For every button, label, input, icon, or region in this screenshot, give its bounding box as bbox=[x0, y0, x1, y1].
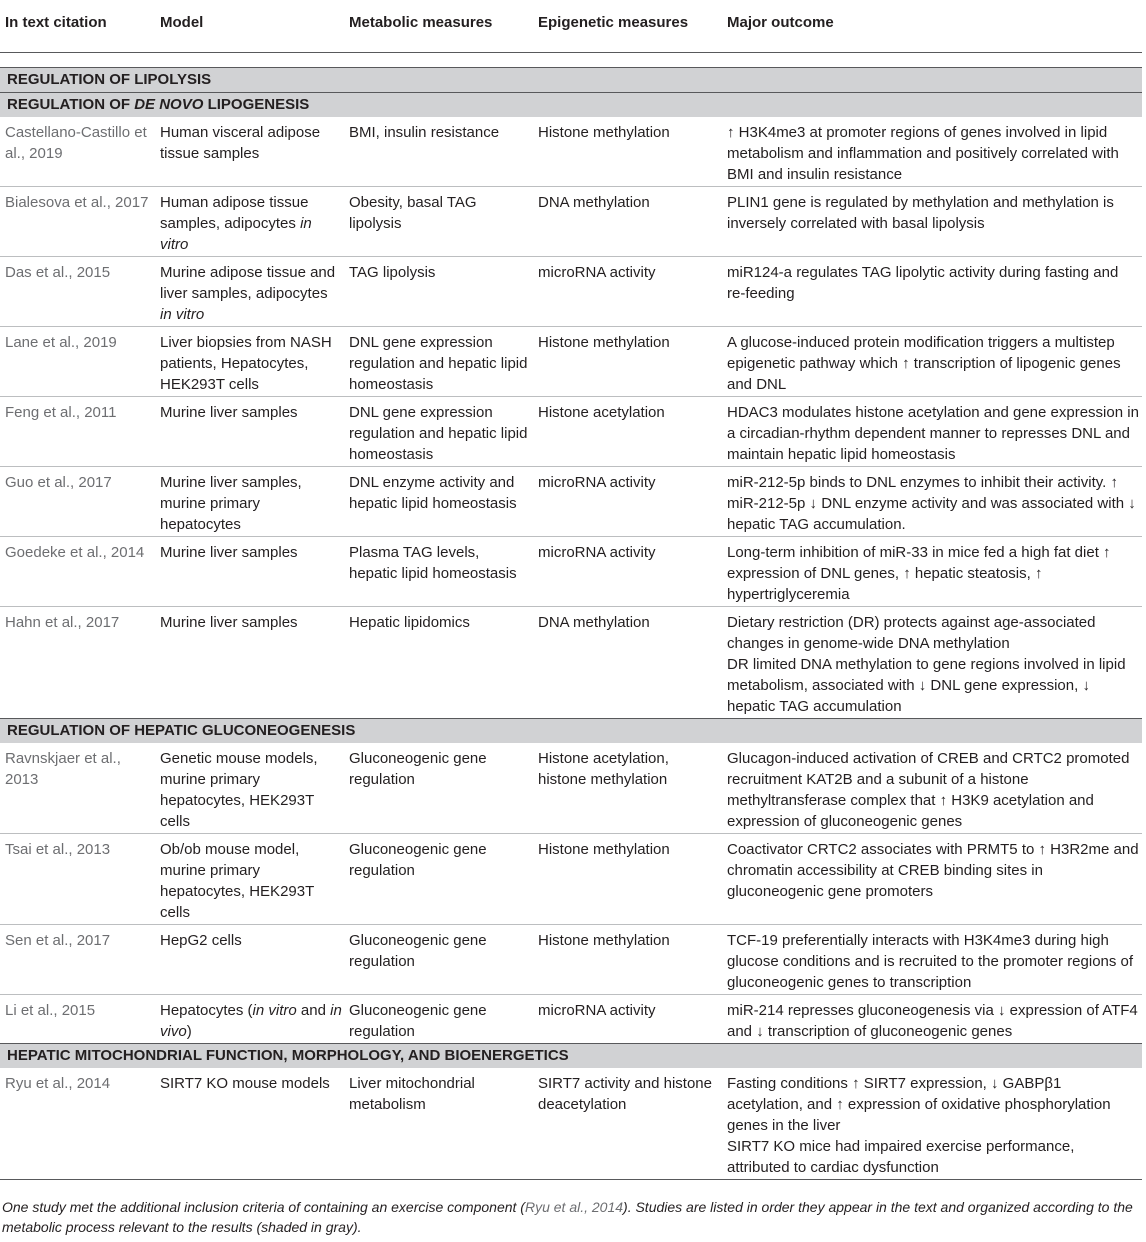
epigenetic-cell: Histone methylation bbox=[533, 834, 722, 925]
metabolic-cell: Obesity, basal TAG lipolysis bbox=[344, 187, 533, 257]
outcome-cell bbox=[722, 1068, 1142, 1180]
header-model: Model bbox=[155, 0, 344, 53]
table-footnote bbox=[2, 1197, 1142, 1237]
table-spacer bbox=[0, 53, 1142, 68]
citation-cell: Sen et al., 2017 bbox=[0, 925, 155, 995]
outcome-line-1: Dietary restriction (DR) protects against age-associated changes in genome-wide DNA methylation bbox=[727, 614, 1096, 652]
section-title-gluconeogenesis: REGULATION OF HEPATIC GLUCONEOGENESIS bbox=[0, 719, 1142, 744]
model-cell: Ob/ob mouse model, murine primary hepatocytes, HEK293T cells bbox=[155, 834, 344, 925]
section-header bbox=[0, 719, 1142, 744]
table-row bbox=[0, 925, 1142, 995]
outcome-cell: PLIN1 gene is regulated by methylation and methylation is inversely correlated with basal lipolysis bbox=[722, 187, 1142, 257]
epigenetic-cell: DNA methylation bbox=[533, 187, 722, 257]
section-header bbox=[0, 68, 1142, 93]
header-epigenetic-measures: Epigenetic measures bbox=[533, 0, 722, 53]
citation-cell: Ravnskjaer et al., 2013 bbox=[5, 750, 121, 788]
table-row bbox=[0, 327, 1142, 397]
metabolic-cell: Liver mitochondrial metabolism bbox=[344, 1068, 533, 1180]
metabolic-cell: Gluconeogenic gene regulation bbox=[344, 995, 533, 1044]
model-cell: Human adipose tissue samples, adipocytes in vitro bbox=[155, 187, 344, 257]
epigenetic-cell: Histone methylation bbox=[538, 124, 670, 141]
metabolic-cell: TAG lipolysis bbox=[344, 257, 533, 327]
metabolic-cell: DNL gene expression regulation and hepatic lipid homeostasis bbox=[344, 327, 533, 397]
model-cell: Murine liver samples bbox=[155, 397, 344, 467]
metabolic-cell: Gluconeogenic gene regulation bbox=[349, 750, 487, 788]
outcome-cell: TCF-19 preferentially interacts with H3K4me3 during high glucose conditions and is recruited to the promoter regions of gluconeogenic genes to transcription bbox=[722, 925, 1142, 995]
citation-cell: Ryu et al., 2014 bbox=[0, 1068, 155, 1180]
citation-cell: Castellano-Castillo et al., 2019 bbox=[5, 124, 147, 162]
outcome-cell: Long-term inhibition of miR-33 in mice fed a high fat diet ↑ expression of DNL genes, ↑ hepatic steatosis, ↑ hypertriglyceremia bbox=[722, 537, 1142, 607]
metabolic-cell: DNL gene expression regulation and hepatic lipid homeostasis bbox=[344, 397, 533, 467]
citation-cell: Lane et al., 2019 bbox=[0, 327, 155, 397]
outcome-cell bbox=[722, 607, 1142, 719]
metabolic-cell: Hepatic lipidomics bbox=[344, 607, 533, 719]
outcome-line-2: SIRT7 KO mice had impaired exercise performance, attributed to cardiac dysfunction bbox=[727, 1138, 1075, 1176]
outcome-cell: miR124-a regulates TAG lipolytic activity during fasting and re-feeding bbox=[722, 257, 1142, 327]
table-row bbox=[0, 397, 1142, 467]
table-row bbox=[0, 467, 1142, 537]
table-row bbox=[0, 743, 1142, 834]
model-cell: Hepatocytes (in vitro and in vivo) bbox=[155, 995, 344, 1044]
table-row bbox=[0, 834, 1142, 925]
footnote-text-2: ). Studies are listed in order they appear in the text and organized according to the metabolic process relevant to the results (shaded in gray). bbox=[2, 1199, 1133, 1235]
outcome-cell: ↑ H3K4me3 at promoter regions of genes involved in lipid metabolism and inflammation and positively correlated with BMI and insulin resistance bbox=[727, 124, 1119, 183]
outcome-cell: Coactivator CRTC2 associates with PRMT5 to ↑ H3R2me and chromatin accessibility at CREB binding sites in gluconeogenic gene promoters bbox=[722, 834, 1142, 925]
table-row bbox=[0, 995, 1142, 1044]
section-title-lipogenesis: REGULATION OF DE NOVO LIPOGENESIS bbox=[0, 93, 1142, 118]
header-metabolic-measures: Metabolic measures bbox=[344, 0, 533, 53]
model-cell: Murine adipose tissue and liver samples, adipocytes in vitro bbox=[155, 257, 344, 327]
outcome-cell: miR-214 represses gluconeogenesis via ↓ expression of ATF4 and ↓ transcription of gluconeogenic genes bbox=[722, 995, 1142, 1044]
section-header bbox=[0, 93, 1142, 118]
citation-cell: Bialesova et al., 2017 bbox=[0, 187, 155, 257]
model-cell: HepG2 cells bbox=[155, 925, 344, 995]
model-cell: Murine liver samples bbox=[155, 607, 344, 719]
citation-cell: Guo et al., 2017 bbox=[0, 467, 155, 537]
metabolic-cell: DNL enzyme activity and hepatic lipid homeostasis bbox=[344, 467, 533, 537]
model-cell: Murine liver samples bbox=[155, 537, 344, 607]
section-header bbox=[0, 1044, 1142, 1069]
model-cell: Human visceral adipose tissue samples bbox=[160, 124, 321, 162]
header-citation: In text citation bbox=[0, 0, 155, 53]
model-cell: Murine liver samples, murine primary hepatocytes bbox=[155, 467, 344, 537]
metabolic-cell: BMI, insulin resistance bbox=[349, 124, 500, 141]
epigenetic-cell: DNA methylation bbox=[533, 607, 722, 719]
header-major-outcome: Major outcome bbox=[722, 0, 1142, 53]
table-row bbox=[0, 257, 1142, 327]
epigenetic-cell: microRNA activity bbox=[533, 995, 722, 1044]
outcome-line-1: Fasting conditions ↑ SIRT7 expression, ↓ GABPβ1 acetylation, and ↑ expression of oxidative phosphorylation genes in the liver bbox=[727, 1075, 1111, 1134]
outcome-cell: A glucose-induced protein modification triggers a multistep epigenetic pathway which ↑ transcription of lipogenic genes and DNL bbox=[722, 327, 1142, 397]
epigenetic-cell: microRNA activity bbox=[533, 467, 722, 537]
citation-cell: Li et al., 2015 bbox=[0, 995, 155, 1044]
citation-cell: Das et al., 2015 bbox=[0, 257, 155, 327]
footnote-text-1: One study met the additional inclusion criteria of containing an exercise component ( bbox=[2, 1199, 525, 1215]
citation-cell: Goedeke et al., 2014 bbox=[0, 537, 155, 607]
outcome-cell: Glucagon-induced activation of CREB and CRTC2 promoted recruitment KAT2B and a subunit of a histone methyltransferase complex that ↑ H3K9 acetylation and expression of gluconeogenic genes bbox=[727, 750, 1130, 830]
epigenetic-cell: Histone methylation bbox=[533, 925, 722, 995]
citation-cell: Feng et al., 2011 bbox=[0, 397, 155, 467]
table-row bbox=[0, 187, 1142, 257]
outcome-line-2: DR limited DNA methylation to gene regions involved in lipid metabolism, associated with ↓ DNL gene expression, ↓ hepatic TAG accumulation bbox=[727, 656, 1126, 715]
table-row bbox=[0, 537, 1142, 607]
table-row bbox=[0, 117, 1142, 187]
metabolic-cell: Plasma TAG levels, hepatic lipid homeostasis bbox=[344, 537, 533, 607]
epigenetic-cell: Histone methylation bbox=[533, 327, 722, 397]
metabolic-cell: Gluconeogenic gene regulation bbox=[344, 925, 533, 995]
table-header-row bbox=[0, 0, 1142, 53]
table-row bbox=[0, 1068, 1142, 1180]
citation-cell: Tsai et al., 2013 bbox=[0, 834, 155, 925]
citation-cell: Hahn et al., 2017 bbox=[0, 607, 155, 719]
model-cell: Genetic mouse models, murine primary hepatocytes, HEK293T cells bbox=[160, 750, 318, 830]
epigenetic-cell: Histone acetylation bbox=[533, 397, 722, 467]
footnote-citation-link[interactable]: Ryu et al., 2014 bbox=[524, 1199, 624, 1215]
epigenetic-cell: microRNA activity bbox=[533, 257, 722, 327]
outcome-cell: miR-212-5p binds to DNL enzymes to inhibit their activity. ↑ miR-212-5p ↓ DNL enzyme activity and was associated with ↓ hepatic TAG accumulation. bbox=[722, 467, 1142, 537]
table-row bbox=[0, 607, 1142, 719]
metabolic-cell: Gluconeogenic gene regulation bbox=[344, 834, 533, 925]
epigenetic-cell: Histone acetylation, histone methylation bbox=[538, 750, 669, 788]
epigenetic-cell: SIRT7 activity and histone deacetylation bbox=[533, 1068, 722, 1180]
model-cell: SIRT7 KO mouse models bbox=[155, 1068, 344, 1180]
section-title-lipolysis: REGULATION OF LIPOLYSIS bbox=[0, 68, 1142, 93]
outcome-cell: HDAC3 modulates histone acetylation and gene expression in a circadian-rhythm dependent manner to represses DNL and maintain hepatic lipid homeostasis bbox=[722, 397, 1142, 467]
epigenetic-cell: microRNA activity bbox=[533, 537, 722, 607]
section-title-mitochondrial: HEPATIC MITOCHONDRIAL FUNCTION, MORPHOLOGY, AND BIOENERGETICS bbox=[0, 1044, 1142, 1069]
model-cell: Liver biopsies from NASH patients, Hepatocytes, HEK293T cells bbox=[155, 327, 344, 397]
